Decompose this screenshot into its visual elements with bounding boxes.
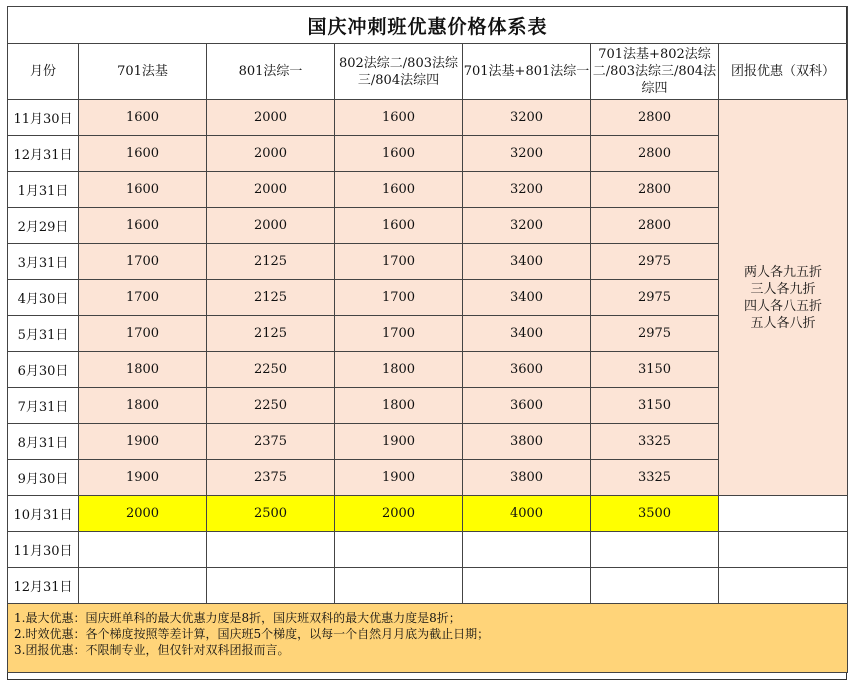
price-cell: 2375 [207,424,335,460]
price-cell: 1600 [79,136,207,172]
price-cell: 2975 [591,316,719,352]
price-cell: 1800 [335,388,463,424]
price-cell [335,568,463,604]
header-group-discount: 团报优惠（双科） [719,44,848,100]
month-cell: 12月31日 [8,136,79,172]
price-cell [591,568,719,604]
header-month: 月份 [8,44,79,100]
price-cell: 2000 [335,496,463,532]
price-cell: 2250 [207,388,335,424]
price-cell: 3600 [463,352,591,388]
month-cell: 9月30日 [8,460,79,496]
group-discount-item: 三人各九折 [750,281,816,297]
price-cell: 2800 [591,208,719,244]
price-cell: 1600 [335,208,463,244]
price-cell: 2250 [207,352,335,388]
price-cell: 1900 [335,424,463,460]
price-cell: 1700 [79,316,207,352]
notes-cell [8,604,848,673]
price-cell [79,568,207,604]
table-row [8,568,848,604]
group-discount-empty-cell [719,532,848,568]
notes-row [8,604,848,673]
price-cell [207,568,335,604]
month-cell: 11月30日 [8,532,79,568]
month-cell: 8月31日 [8,424,79,460]
price-cell: 1600 [335,136,463,172]
month-cell: 10月31日 [8,496,79,532]
price-cell: 3325 [591,424,719,460]
price-cell: 3325 [591,460,719,496]
header-701-801: 701法基+801法综一 [463,44,591,100]
price-cell: 1600 [79,172,207,208]
price-cell [591,532,719,568]
price-cell: 3200 [463,100,591,136]
price-cell [463,532,591,568]
price-cell: 2800 [591,136,719,172]
price-cell: 1700 [79,244,207,280]
note-line: 2.时效优惠：各个梯度按照等差计算，国庆班5个梯度，以每一个自然月月底为截止日期； [14,627,490,641]
group-discount-cell [719,100,848,496]
month-cell: 12月31日 [8,568,79,604]
price-cell: 3400 [463,244,591,280]
price-cell: 1600 [79,208,207,244]
price-cell [463,568,591,604]
table-row [8,496,848,532]
price-cell: 2800 [591,100,719,136]
header-row [8,44,848,100]
header-701: 701法基 [79,44,207,100]
price-cell: 1700 [335,316,463,352]
price-cell [207,532,335,568]
table-row [8,532,848,568]
price-table [7,6,848,673]
price-cell: 3150 [591,388,719,424]
group-discount-item: 五人各八折 [750,315,816,331]
month-cell: 5月31日 [8,316,79,352]
month-cell: 1月31日 [8,172,79,208]
price-cell: 3200 [463,136,591,172]
price-cell: 3800 [463,424,591,460]
price-cell: 2000 [207,136,335,172]
price-cell: 2975 [591,244,719,280]
month-cell: 7月31日 [8,388,79,424]
price-cell: 2125 [207,244,335,280]
price-cell: 3200 [463,208,591,244]
group-discount-item: 四人各八五折 [744,298,823,314]
price-cell: 1800 [79,388,207,424]
group-discount-item: 两人各九五折 [744,264,823,280]
group-discount-empty-cell [719,496,848,532]
price-cell: 1900 [335,460,463,496]
price-cell: 2500 [207,496,335,532]
price-cell: 3150 [591,352,719,388]
price-cell [79,532,207,568]
price-cell: 3200 [463,172,591,208]
header-802-804: 802法综二/803法综三/804法综四 [335,44,463,100]
price-cell: 1700 [335,244,463,280]
price-cell: 1600 [335,100,463,136]
price-cell: 1700 [335,280,463,316]
price-cell: 1800 [79,352,207,388]
price-cell: 3500 [591,496,719,532]
price-cell: 3600 [463,388,591,424]
month-cell: 4月30日 [8,280,79,316]
price-cell: 2000 [79,496,207,532]
price-cell: 2125 [207,280,335,316]
price-cell: 1900 [79,460,207,496]
price-cell: 2975 [591,280,719,316]
table-title: 国庆冲刺班优惠价格体系表 [8,7,848,44]
price-cell: 1900 [79,424,207,460]
note-line: 3.团报优惠：不限制专业，但仅针对双科团报而言。 [14,643,290,657]
price-cell: 1800 [335,352,463,388]
price-cell: 2000 [207,100,335,136]
price-cell: 2125 [207,316,335,352]
price-cell: 4000 [463,496,591,532]
price-sheet [7,6,847,680]
header-701-802-804: 701法基+802法综二/803法综三/804法综四 [591,44,719,100]
price-cell: 2000 [207,172,335,208]
price-cell: 2000 [207,208,335,244]
table-row [8,100,848,136]
price-cell [335,532,463,568]
group-discount-empty-cell [719,568,848,604]
note-line: 1.最大优惠：国庆班单科的最大优惠力度是8折，国庆班双科的最大优惠力度是8折； [14,611,461,625]
price-cell: 2800 [591,172,719,208]
price-cell: 1600 [335,172,463,208]
month-cell: 6月30日 [8,352,79,388]
header-801: 801法综一 [207,44,335,100]
price-cell: 1700 [79,280,207,316]
price-cell: 3800 [463,460,591,496]
price-cell: 2375 [207,460,335,496]
price-cell: 1600 [79,100,207,136]
month-cell: 3月31日 [8,244,79,280]
month-cell: 2月29日 [8,208,79,244]
price-cell: 3400 [463,280,591,316]
month-cell: 11月30日 [8,100,79,136]
price-cell: 3400 [463,316,591,352]
